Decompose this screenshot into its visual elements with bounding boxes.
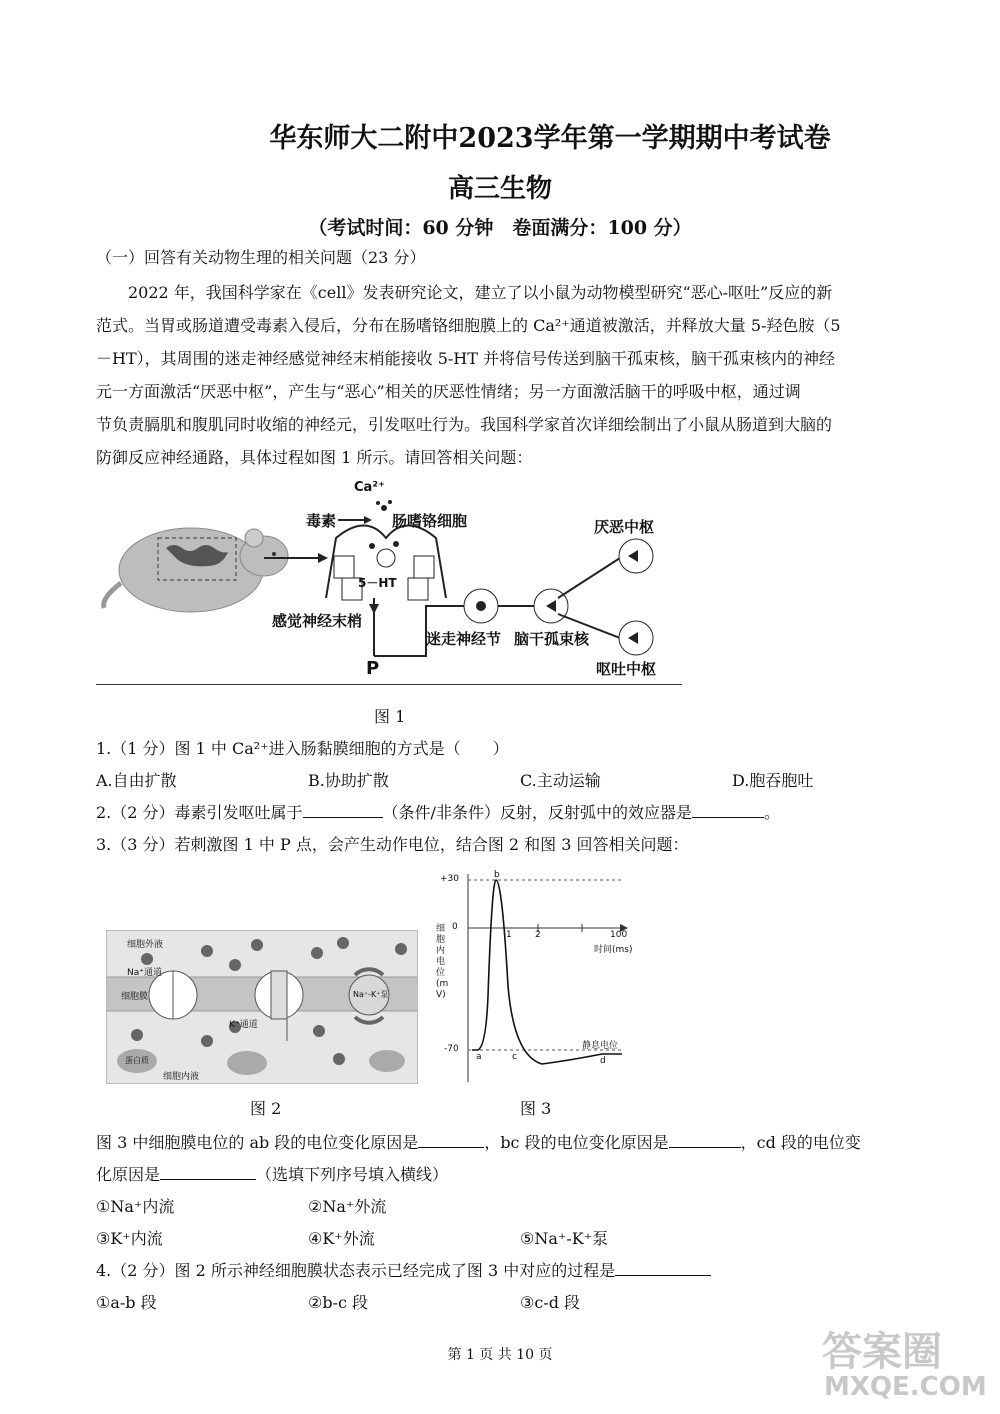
q1-stem: 1.（1 分）图 1 中 Ca²⁺进入肠黏膜细胞的方式是（ ） <box>96 739 509 758</box>
q4-stem: 4.（2 分）图 2 所示神经细胞膜状态表示已经完成了图 3 中对应的过程是 <box>96 1261 616 1280</box>
brainstem-nucleus-label: 脑干孤束核 <box>514 630 590 648</box>
mouse-illustration <box>104 528 288 612</box>
q3-line-1 <box>96 1130 861 1153</box>
watermark-logo: 答案圈 <box>822 1329 942 1375</box>
resting-label: 静息电位 <box>582 1041 619 1051</box>
point-p-label: P <box>366 658 380 679</box>
point-d: d <box>600 1056 606 1066</box>
q1-option-c: C.主动运输 <box>520 771 601 790</box>
point-b: b <box>494 870 500 880</box>
paragraph-line-6: 防御反应神经通路，具体过程如图 1 所示。请回答相关问题： <box>96 448 533 467</box>
action-potential-chart <box>432 866 642 1084</box>
q3-text-2a: 化原因是 <box>96 1165 161 1184</box>
q3-blank-cd[interactable] <box>160 1163 256 1180</box>
figure-1-caption: 图 1 <box>374 707 406 726</box>
sensory-ending-label: 感觉神经末梢 <box>272 612 363 630</box>
q1-option-d: D.胞吞胞吐 <box>732 771 814 790</box>
paragraph-line-5: 节负责膈肌和腹肌同时收缩的神经元，引发呕吐行为。我国科学家首次详细绘制出了小鼠从肠道到大脑的 <box>96 415 833 434</box>
q3-line-2 <box>96 1162 448 1185</box>
q3-option-2: ②Na⁺外流 <box>308 1197 387 1216</box>
figure-2 <box>106 930 418 1084</box>
q3-text-2b: （选填下列序号填入横线） <box>256 1165 449 1184</box>
q3-blank-bc[interactable] <box>669 1131 741 1148</box>
q2-part2: （条件/非条件）反射，反射弧中的效应器是 <box>382 803 692 822</box>
figure-3 <box>432 866 642 1084</box>
figure-1 <box>96 478 686 688</box>
enterochromaffin-label: 肠嗜铬细胞 <box>392 512 468 530</box>
k-channel-label: K⁺通道 <box>229 1020 258 1030</box>
q2-line <box>96 800 780 823</box>
protein-label: 蛋白质 <box>125 1056 149 1065</box>
figure-3-caption: 图 3 <box>520 1099 552 1118</box>
inside-label: 细胞内液 <box>163 1072 200 1082</box>
q3-option-5: ⑤Na⁺-K⁺泵 <box>520 1229 609 1248</box>
q2-part3: 。 <box>763 803 780 822</box>
q4-option-3: ③c-d 段 <box>520 1293 581 1312</box>
figure-2-diagram <box>107 931 417 1083</box>
q4-blank[interactable] <box>615 1259 711 1276</box>
section-heading: （一）回答有关动物生理的相关问题（23 分） <box>96 248 426 267</box>
q3-option-4: ④K⁺外流 <box>308 1229 375 1248</box>
x-tick-1: 1 <box>506 930 512 940</box>
x-tick-100: 100 <box>610 930 628 940</box>
pump-label: Na⁺-K⁺泵 <box>353 990 389 999</box>
q1-option-b: B.协助扩散 <box>308 771 389 790</box>
y-tick-70: -70 <box>444 1044 459 1054</box>
point-c: c <box>512 1052 517 1062</box>
page-number: 第 1 页 共 10 页 <box>447 1347 553 1363</box>
q1-option-a: A.自由扩散 <box>96 771 177 790</box>
q2-blank-1[interactable] <box>303 801 383 818</box>
serotonin-label: 5－HT <box>358 576 397 590</box>
paragraph-line-2: 范式。当胃或肠道遭受毒素入侵后，分布在肠嗜铬细胞膜上的 Ca²⁺通道被激活，并释放大量 5-羟色胺（5 <box>96 316 841 335</box>
outside-label: 细胞外液 <box>127 940 164 950</box>
q3-blank-ab[interactable] <box>418 1131 484 1148</box>
exam-info: （考试时间：60 分钟 卷面满分：100 分） <box>308 217 692 239</box>
ca-label: Ca²⁺ <box>354 480 385 495</box>
q2-blank-2[interactable] <box>692 801 764 818</box>
x-tick-2: 2 <box>535 930 541 940</box>
aversion-center-label: 厌恶中枢 <box>594 518 655 536</box>
figure-2-caption: 图 2 <box>250 1099 282 1118</box>
q3-text-1a: 图 3 中细胞膜电位的 ab 段的电位变化原因是 <box>96 1133 419 1152</box>
potential-curve <box>472 880 622 1064</box>
q3-option-1: ①Na⁺内流 <box>96 1197 175 1216</box>
point-a: a <box>476 1052 482 1062</box>
paragraph-line-3: －HT），其周围的迷走神经感觉神经末梢能接收 5-HT 并将信号传送到脑干孤束核，脑干孤束核内的神经 <box>96 349 836 368</box>
k-channel-icon <box>255 971 303 1041</box>
figure-1-rule <box>96 684 682 685</box>
paragraph-line-1: 2022 年，我国科学家在《cell》发表研究论文，建立了以小鼠为动物模型研究“恶心-呕吐”反应的新 <box>128 283 833 302</box>
na-channel-label: Na⁺通道 <box>127 968 162 978</box>
subject-title: 高三生物 <box>447 174 552 204</box>
q3-text-1b: ，bc 段的电位变化原因是 <box>484 1133 669 1152</box>
toxin-label: 毒素 <box>306 512 337 530</box>
exam-title: 华东师大二附中2023学年第一学期期中考试卷 <box>269 123 831 154</box>
y-axis-label: 细胞内电位(mV) <box>436 924 449 1000</box>
q4-option-1: ①a-b 段 <box>96 1293 157 1312</box>
y-tick-0: 0 <box>452 922 458 932</box>
q3-text-1c: ，cd 段的电位变 <box>740 1133 861 1152</box>
y-tick-30: +30 <box>440 874 459 884</box>
membrane-label: 细胞膜 <box>121 992 149 1002</box>
q3-option-3: ③K⁺内流 <box>96 1229 163 1248</box>
q4-option-2: ②b-c 段 <box>308 1293 369 1312</box>
vagus-ganglion-label: 迷走神经节 <box>426 630 502 648</box>
vomit-center-label: 呕吐中枢 <box>596 660 657 678</box>
q4-line <box>96 1258 711 1281</box>
watermark-url: MXQE.COM <box>824 1372 987 1402</box>
na-channel-icon <box>149 971 197 1019</box>
x-axis-label: 时间(ms) <box>594 945 633 955</box>
q2-part1: 2.（2 分）毒素引发呕吐属于 <box>96 803 303 822</box>
q3-stem: 3.（3 分）若刺激图 1 中 P 点，会产生动作电位，结合图 2 和图 3 回答相关问题： <box>96 835 689 854</box>
paragraph-line-4: 元一方面激活“厌恶中枢”，产生与“恶心”相关的厌恶性情绪；另一方面激活脑干的呼吸中枢，通过调 <box>96 382 801 401</box>
